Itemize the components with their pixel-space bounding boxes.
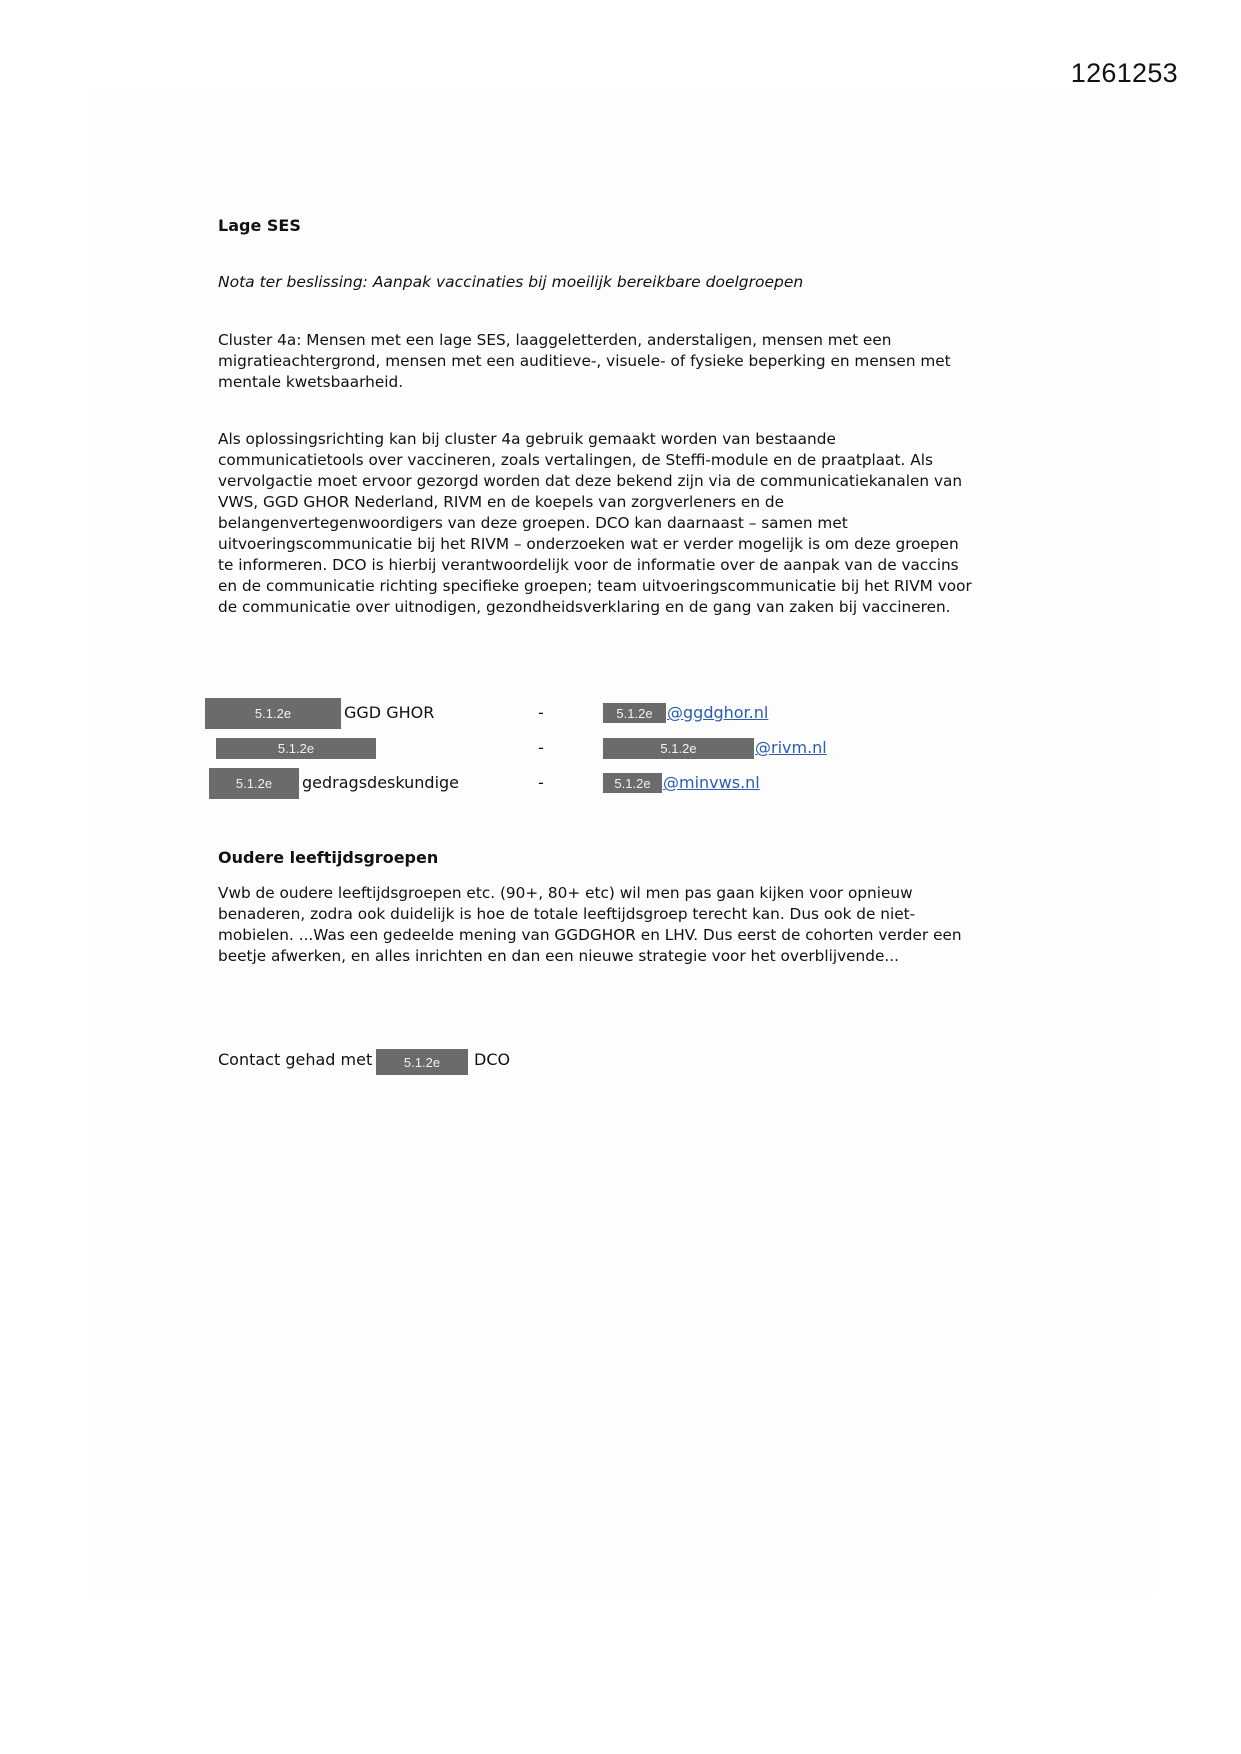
redacted-name: 5.1.2e [205,698,341,729]
paragraph-line: Vwb de oudere leeftijdsgroepen etc. (90+, 80+ etc) wil men pas gaan kijken voor opnieuw [218,884,913,902]
paragraph-line: de communicatie over uitnodigen, gezondheidsverklaring en de gang van zaken bij vaccineren. [218,598,951,616]
paragraph-line: VWS, GGD GHOR Nederland, RIVM en de koepels van zorgverleners en de [218,493,785,511]
cluster-paragraph [218,330,1038,393]
contact-role: gedragsdeskundige [302,773,460,792]
older-groups-paragraph [218,883,1038,967]
paragraph-line: vervolgactie moet ervoor gezorgd worden dat deze bekend zijn via de communicatiekanalen van [218,472,963,490]
redacted-name: 5.1.2e [209,768,299,799]
paragraph-line: mobielen. ...Was een gedeelde mening van GGDGHOR en LHV. Dus eerst de cohorten verder een [218,926,962,944]
separator-dash: - [538,773,544,792]
separator-dash: - [538,738,544,757]
redacted-email-user: 5.1.2e [603,773,662,793]
paragraph-line: Als oplossingsrichting kan bij cluster 4a gebruik gemaakt worden van bestaande [218,430,836,448]
paragraph-line: en de communicatie richting specifieke groepen; team uitvoeringscommunicatie bij het RIVM voor [218,577,972,595]
paragraph-line: Cluster 4a: Mensen met een lage SES, laaggeletterden, anderstaligen, mensen met een [218,331,892,349]
paragraph-line: te informeren. DCO is hierbij verantwoordelijk voor de informatie over de aanpak van de vaccins [218,556,959,574]
paragraph-line: beetje afwerken, en alles inrichten en dan een nieuwe strategie voor het overblijvende... [218,947,899,965]
redacted-email-user: 5.1.2e [603,703,666,723]
paragraph-line: benaderen, zodra ook duidelijk is hoe de totale leeftijdsgroep terecht kan. Dus ook de niet- [218,905,916,923]
paragraph-line: mentale kwetsbaarheid. [218,373,404,391]
paragraph-line: communicatietools over vaccineren, zoals vertalingen, de Steffi-module en de praatplaat. Als [218,451,933,469]
contact-note-prefix: Contact gehad met [218,1050,373,1069]
document-number: 1261253 [1070,58,1178,88]
section-title-lage-ses: Lage SES [218,216,301,235]
email-domain-link[interactable]: @rivm.nl [755,738,827,757]
contact-note-suffix: DCO [474,1050,511,1069]
email-domain-link[interactable]: @minvws.nl [663,773,760,792]
page-panel [88,88,1153,1593]
email-domain-link[interactable]: @ggdghor.nl [667,703,769,722]
paragraph-line: uitvoeringscommunicatie bij het RIVM – onderzoeken wat er verder mogelijk is om deze groepen [218,535,959,553]
paragraph-line: migratieachtergrond, mensen met een auditieve-, visuele- of fysieke beperking en mensen met [218,352,951,370]
redacted-email-user: 5.1.2e [603,738,754,759]
redacted-name: 5.1.2e [376,1049,468,1075]
redacted-name: 5.1.2e [216,738,376,759]
section-title-oudere-leeftijdsgroepen: Oudere leeftijdsgroepen [218,848,439,867]
note-subtitle: Nota ter beslissing: Aanpak vaccinaties bij moeilijk bereikbare doelgroepen [218,273,804,291]
paragraph-line: belangenvertegenwoordigers van deze groepen. DCO kan daarnaast – samen met [218,514,848,532]
solution-paragraph [218,429,1038,618]
separator-dash: - [538,703,544,722]
contact-role: GGD GHOR [344,703,435,722]
